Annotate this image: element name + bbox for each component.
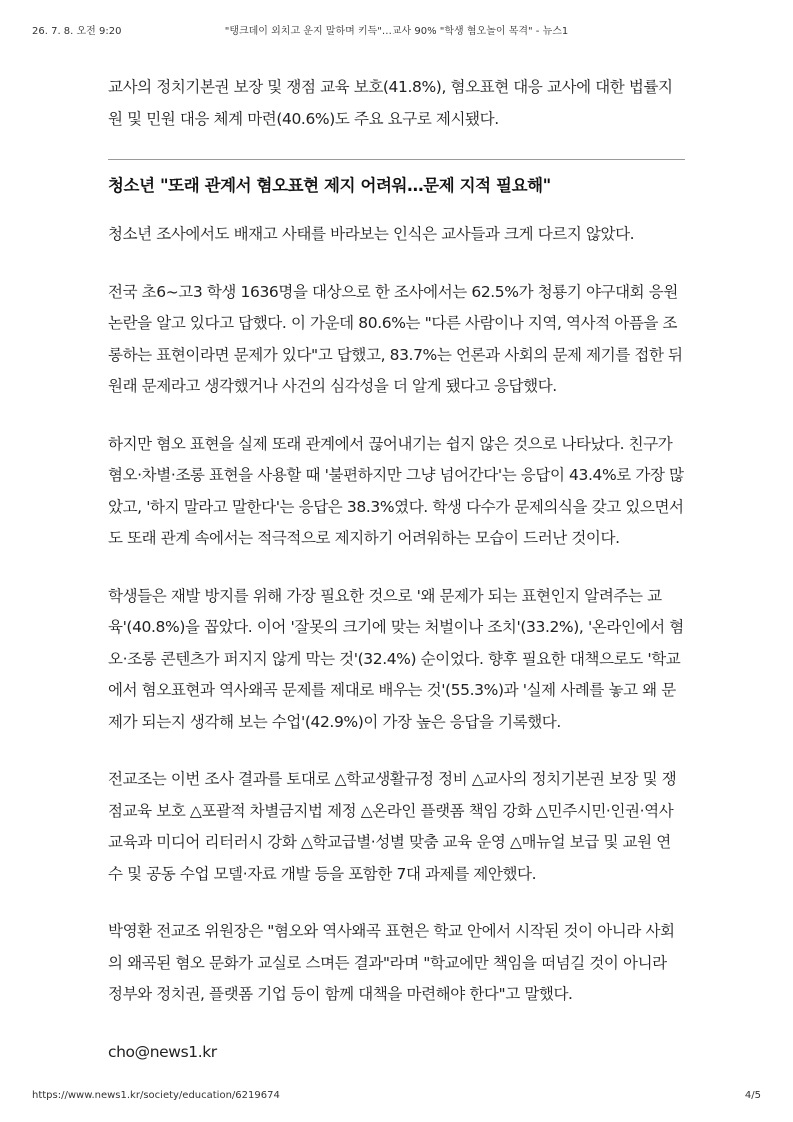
print-header xyxy=(32,22,761,36)
print-footer xyxy=(32,1090,761,1104)
article-body xyxy=(108,72,685,1094)
page-url: https://www.news1.kr/society/education/6219674 xyxy=(32,1090,280,1101)
article-paragraph: 전국 초6~고3 학생 1636명을 대상으로 한 조사에서는 62.5%가 청룡기 야구대회 응원 논란을 알고 있다고 답했다. 이 가운데 80.6%는 "다른 사람이나 지역, 역사적 아픔을 조롱하는 표현이라면 문제가 있다"고 답했고, 83.7%는 언론과 사회의 문제 제기를 접한 뒤 원래 문제라고 생각했거나 사건의 심각성을 더 알게 됐다고 응답했다. xyxy=(108,282,683,395)
article-paragraph: 학생들은 재발 방지를 위해 가장 필요한 것으로 '왜 문제가 되는 표현인지 알려주는 교육'(40.8%)을 꼽았다. 이어 '잘못의 크기에 맞는 처벌이나 조치'(33.2%), '온라인에서 혐오·조롱 콘텐츠가 퍼지지 않게 막는 것'(32.4%) 순이었다. 향후 필요한 대책으로도 '학교에서 혐오표현과 역사왜곡 문제를 제대로 배우는 것'(55.3%)과 '실제 사례를 놓고 왜 문제가 되는지 생각해 보는 수업'(42.9%)이 가장 높은 응답을 기록했다. xyxy=(108,586,684,731)
article-paragraph: 청소년 조사에서도 배재고 사태를 바라보는 인식은 교사들과 크게 다르지 않았다. xyxy=(108,225,635,243)
print-date: 26. 7. 8. 오전 9:20 xyxy=(32,26,122,37)
reporter-email: cho@news1.kr xyxy=(108,1042,217,1061)
article-paragraph: 박영환 전교조 위원장은 "혐오와 역사왜곡 표현은 학교 안에서 시작된 것이 아니라 사회의 왜곡된 혐오 문화가 교실로 스며든 결과"라며 "학교에만 책임을 떠넘길 것이 아니라 정부와 정치권, 플랫폼 기업 등이 함께 대책을 마련해야 한다"고 말했다. xyxy=(108,922,675,1003)
article-subheading: 청소년 "또래 관계서 혐오표현 제지 어려워…문제 지적 필요해" xyxy=(108,176,551,195)
article-paragraph: 하지만 혐오 표현을 실제 또래 관계에서 끊어내기는 쉽지 않은 것으로 나타났다. 친구가 혐오·차별·조롱 표현을 사용할 때 '불편하지만 그냥 넘어간다'는 응답이 43.4%로 가장 많았고, '하지 말라고 말한다'는 응답은 38.3%였다. 학생 다수가 문제의식을 갖고 있으면서도 또래 관계 속에서는 적극적으로 제지하기 어려워하는 모습이 드러난 것이다. xyxy=(108,434,684,547)
print-document-title: "탱크데이 외치고 운지 말하며 키득"…교사 90% "학생 혐오놀이 목격" - 뉴스1 xyxy=(224,26,569,37)
section-divider xyxy=(108,159,685,160)
page-number: 4/5 xyxy=(744,1090,761,1101)
article-paragraph: 전교조는 이번 조사 결과를 토대로 △학교생활규정 정비 △교사의 정치기본권 보장 및 쟁점교육 보호 △포괄적 차별금지법 제정 △온라인 플랫폼 책임 강화 △민주시민·인권·역사교육과 미디어 리터러시 강화 △학교급별·성별 맞춤 교육 운영 △매뉴얼 보급 및 교원 연수 및 공동 수업 모델·자료 개발 등을 포함한 7대 과제를 제안했다. xyxy=(108,770,677,883)
article-paragraph: 교사의 정치기본권 보장 및 쟁점 교육 보호(41.8%), 혐오표현 대응 교사에 대한 법률지원 및 민원 대응 체계 마련(40.6%)도 주요 요구로 제시됐다. xyxy=(108,78,673,128)
